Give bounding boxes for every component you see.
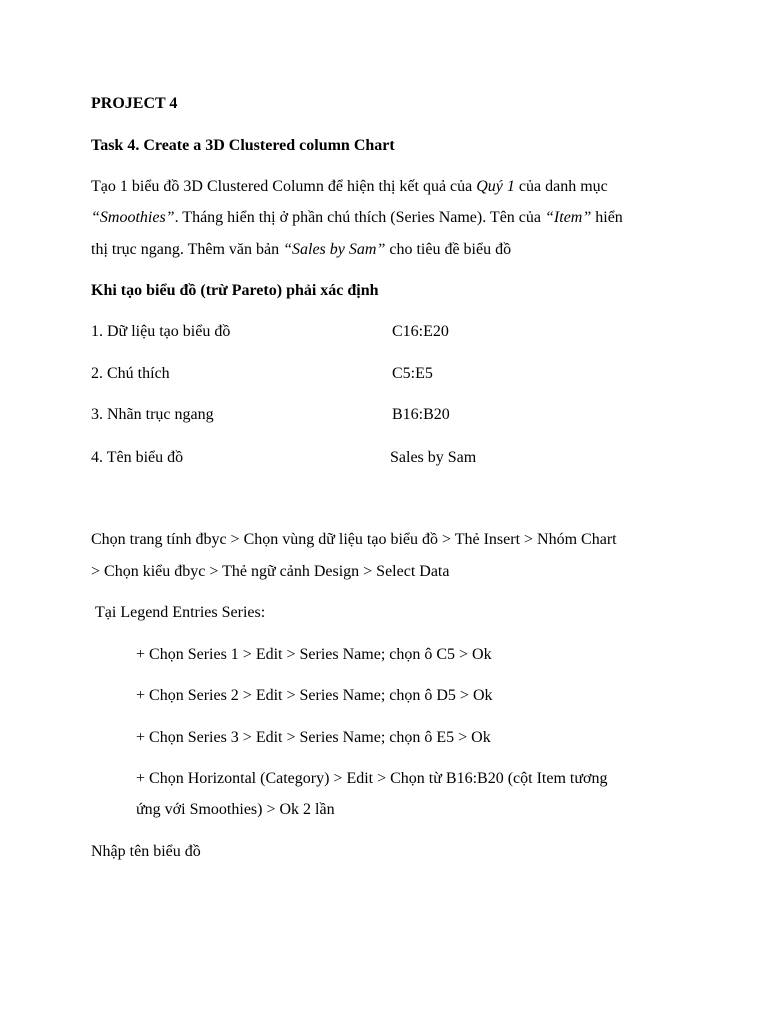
intro-text: cho tiêu đề biểu đồ — [385, 241, 512, 258]
requirement-label: 4. Tên biểu đồ — [91, 449, 184, 466]
intro-text: Tạo 1 biểu đồ 3D Clustered Column để hiện thị kết quả của — [91, 178, 477, 195]
intro-item: “Item” — [545, 209, 592, 226]
intro-line-2 — [91, 208, 623, 228]
requirement-value: Sales by Sam — [390, 449, 477, 466]
intro-quarter: Quý 1 — [476, 178, 515, 195]
intro-text: của danh mục — [514, 178, 608, 195]
document-title: PROJECT 4 — [91, 95, 178, 112]
intro-text: . Tháng hiển thị ở phần chú thích (Series Name). Tên của — [174, 209, 546, 226]
intro-text: thị trục ngang. Thêm văn bản — [91, 241, 284, 258]
series-step-2: + Chọn Series 2 > Edit > Series Name; chọn ô D5 > Ok — [136, 687, 493, 704]
final-step: Nhập tên biểu đồ — [91, 843, 201, 860]
task-heading: Task 4. Create a 3D Clustered column Chart — [91, 137, 395, 154]
intro-line-1 — [91, 177, 608, 197]
requirement-value: B16:B20 — [392, 406, 450, 423]
steps-line-2: > Chọn kiểu đbyc > Thẻ ngữ cảnh Design > Select Data — [91, 563, 450, 580]
requirement-label: 3. Nhãn trục ngang — [91, 406, 214, 423]
legend-heading: Tại Legend Entries Series: — [95, 604, 266, 621]
intro-smoothies: “Smoothies” — [91, 209, 175, 226]
series-step-1: + Chọn Series 1 > Edit > Series Name; chọn ô C5 > Ok — [136, 646, 492, 663]
intro-text: hiển — [591, 209, 623, 226]
intro-line-3 — [91, 240, 511, 260]
horizontal-step-line-2: ứng với Smoothies) > Ok 2 lần — [136, 801, 335, 818]
series-step-3: + Chọn Series 3 > Edit > Series Name; chọn ô E5 > Ok — [136, 729, 491, 746]
requirement-value: C5:E5 — [392, 365, 433, 382]
requirement-label: 1. Dữ liệu tạo biểu đồ — [91, 323, 231, 340]
requirement-label: 2. Chú thích — [91, 365, 170, 382]
steps-line-1: Chọn trang tính đbyc > Chọn vùng dữ liệu tạo biểu đồ > Thẻ Insert > Nhóm Chart — [91, 531, 617, 548]
intro-sales: “Sales by Sam” — [283, 241, 386, 258]
requirements-heading: Khi tạo biểu đồ (trừ Pareto) phải xác định — [91, 282, 379, 299]
horizontal-step-line-1: + Chọn Horizontal (Category) > Edit > Chọn từ B16:B20 (cột Item tương — [136, 770, 608, 787]
requirement-value: C16:E20 — [392, 323, 449, 340]
